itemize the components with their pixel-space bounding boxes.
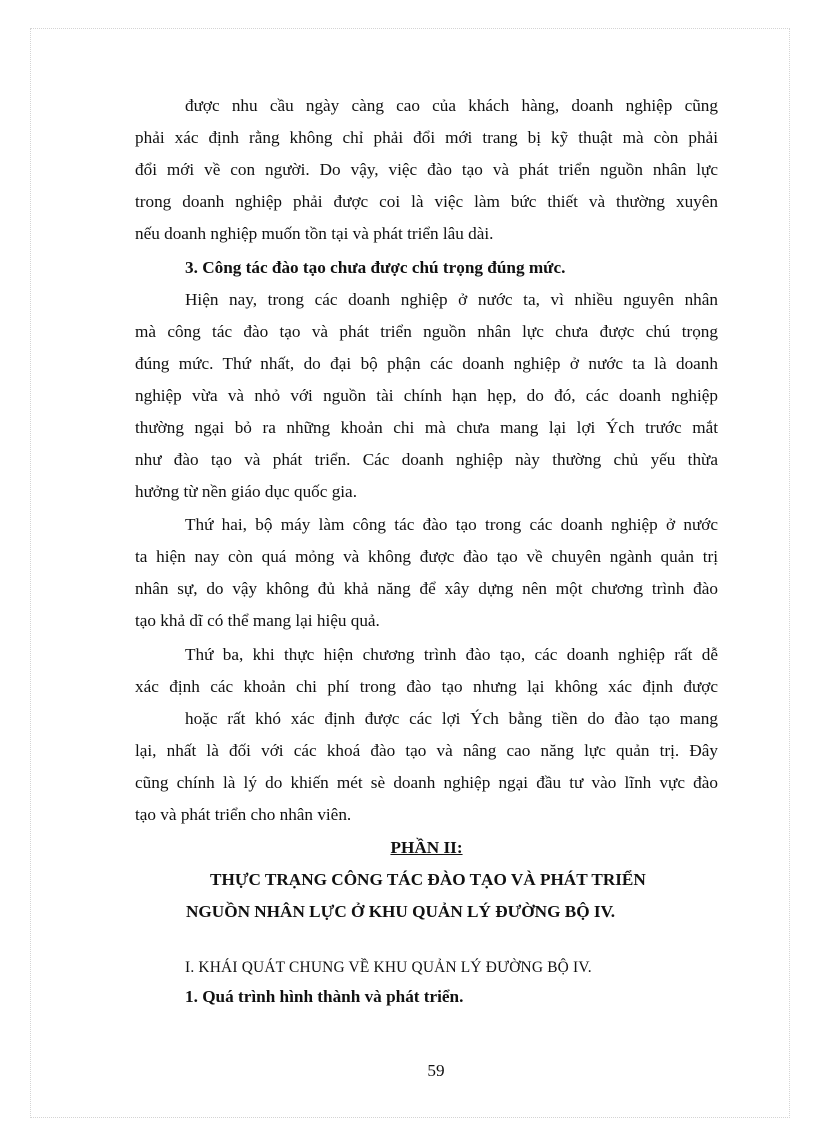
body-line: nghiệp vừa và nhỏ với nguồn tài chính hạn hẹp, do đó, các doanh nghiệp — [135, 386, 718, 405]
body-line: được nhu cầu ngày càng cao của khách hàng, doanh nghiệp cũng — [185, 96, 718, 115]
subsection-heading-1: 1. Quá trình hình thành và phát triển. — [185, 987, 464, 1006]
part-label: PHẦN II: — [390, 838, 463, 857]
body-line: ta hiện nay còn quá mỏng và không được đào tạo về chuyên ngành quản trị — [135, 547, 718, 566]
part-title-line-1: THỰC TRẠNG CÔNG TÁC ĐÀO TẠO VÀ PHÁT TRIỂN — [210, 870, 646, 889]
page-number: 59 — [427, 1061, 445, 1080]
body-line: tạo khả dĩ có thể mang lại hiệu quả. — [135, 611, 380, 630]
body-line: lại, nhất là đối với các khoá đào tạo và nâng cao năng lực quản trị. Đây — [135, 741, 718, 760]
body-line: nhân sự, do vậy không đủ khả năng để xây dựng nên một chương trình đào — [135, 579, 718, 598]
body-line: tạo và phát triển cho nhân viên. — [135, 805, 352, 824]
body-line: đổi mới về con người. Do vậy, việc đào tạo và phát triển nguồn nhân lực — [135, 160, 718, 179]
body-line: hưởng từ nền giáo dục quốc gia. — [135, 482, 357, 501]
body-line: như đào tạo và phát triển. Các doanh nghiệp này thường chủ yếu thừa — [135, 450, 718, 469]
body-line: xác định các khoản chi phí trong đào tạo nhưng lại không xác định được — [135, 677, 718, 696]
body-line: Thứ hai, bộ máy làm công tác đào tạo trong các doanh nghiệp ở nước — [185, 515, 718, 534]
body-line: trong doanh nghiệp phải được coi là việc làm bức thiết và thường xuyên — [135, 192, 718, 211]
section-heading-1: I. KHÁI QUÁT CHUNG VỀ KHU QUẢN LÝ ĐƯỜNG BỘ IV. — [185, 959, 592, 976]
body-line: đúng mức. Thứ nhất, do đại bộ phận các doanh nghiệp ở nước ta là doanh — [135, 354, 718, 373]
body-line: mà công tác đào tạo và phát triển nguồn nhân lực chưa được chú trọng — [135, 322, 718, 341]
body-line: Hiện nay, trong các doanh nghiệp ở nước ta, vì nhiều nguyên nhân — [185, 290, 718, 309]
body-line: cũng chính là lý do khiến mét sè doanh nghiệp ngại đầu tư vào lĩnh vực đào — [135, 773, 718, 792]
body-line: thường ngại bỏ ra những khoản chi mà chưa mang lại lợi Ých trước mắt — [135, 418, 718, 437]
part-title-line-2: NGUỒN NHÂN LỰC Ở KHU QUẢN LÝ ĐƯỜNG BỘ IV. — [186, 902, 616, 921]
body-line: hoặc rất khó xác định được các lợi Ých bằng tiền do đào tạo mang — [185, 709, 718, 728]
body-line: phải xác định rằng không chỉ phải đổi mới trang bị kỹ thuật mà còn phải — [135, 128, 718, 147]
body-line: nếu doanh nghiệp muốn tồn tại và phát triển lâu dài. — [135, 224, 494, 243]
body-line: Thứ ba, khi thực hiện chương trình đào tạo, các doanh nghiệp rất dễ — [185, 645, 718, 664]
section-heading-3: 3. Công tác đào tạo chưa được chú trọng đúng mức. — [185, 258, 566, 277]
